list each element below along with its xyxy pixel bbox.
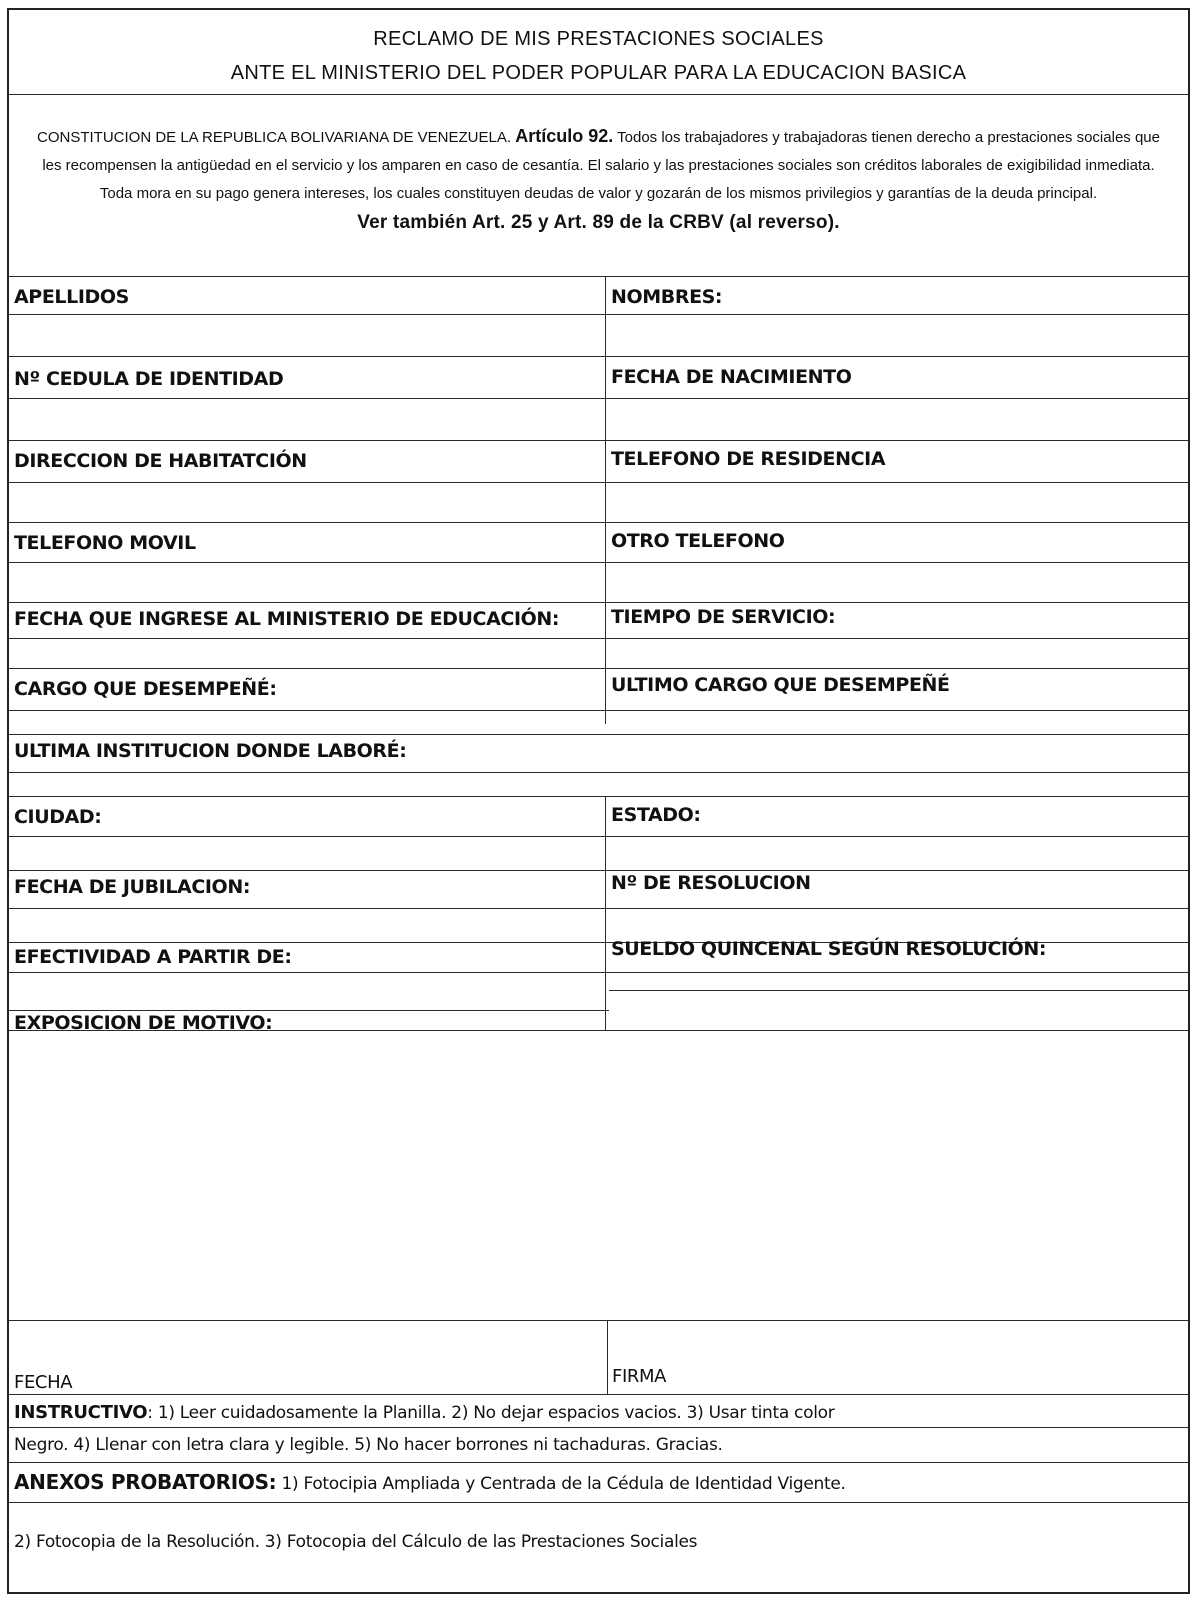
column-divider: [605, 276, 606, 724]
form-title-line1: RECLAMO DE MIS PRESTACIONES SOCIALES: [373, 28, 824, 50]
divider: [9, 638, 1188, 639]
estado-label: ESTADO:: [611, 804, 701, 826]
exposicion-textarea[interactable]: [9, 1032, 1187, 1318]
cedula-label: Nº CEDULA DE IDENTIDAD: [14, 368, 284, 390]
otro-telefono-label: OTRO TELEFONO: [611, 530, 785, 552]
divider: [9, 836, 1188, 837]
nombres-label: NOMBRES:: [611, 286, 723, 308]
tiempo-servicio-input[interactable]: [607, 640, 1187, 666]
divider: [9, 356, 1188, 357]
column-divider: [607, 1320, 608, 1394]
direccion-input[interactable]: [9, 484, 603, 520]
resolucion-input[interactable]: [607, 910, 1187, 940]
anexos-label: ANEXOS PROBATORIOS:: [14, 1470, 277, 1494]
nombres-input[interactable]: [607, 316, 1187, 354]
fecha-ingreso-label: FECHA QUE INGRESE AL MINISTERIO DE EDUCACIÓN:: [14, 608, 560, 630]
telefono-movil-input[interactable]: [9, 564, 603, 600]
anexos-line1: [14, 1470, 846, 1494]
instructivo-line1: [14, 1402, 834, 1423]
otro-telefono-input[interactable]: [607, 564, 1187, 600]
article-number: Artículo 92.: [515, 126, 614, 146]
divider: [9, 1462, 1188, 1463]
instructivo-line2: Negro. 4) Llenar con letra clara y legible. 5) No hacer borrones ni tachaduras. Gracias.: [14, 1435, 723, 1455]
firma-label: FIRMA: [612, 1366, 667, 1387]
divider: [9, 870, 1188, 871]
divider: [9, 398, 1188, 399]
apellidos-input[interactable]: [9, 316, 603, 354]
direccion-label: DIRECCION DE HABITATCIÓN: [14, 450, 307, 472]
ciudad-label: CIUDAD:: [14, 806, 102, 828]
instructivo-label: INSTRUCTIVO: [14, 1402, 148, 1423]
divider: [9, 908, 1188, 909]
divider: [9, 1320, 1188, 1321]
divider: [9, 1394, 1188, 1395]
fecha-jubilacion-label: FECHA DE JUBILACION:: [14, 876, 251, 898]
constitution-paragraph: [31, 122, 1166, 237]
anexos-text-1: 1) Fotocipia Ampliada y Centrada de la Cédula de Identidad Vigente.: [276, 1474, 846, 1494]
apellidos-label: APELLIDOS: [14, 286, 129, 308]
see-also-note: Ver también Art. 25 y Art. 89 de la CRBV (al reverso).: [357, 212, 840, 233]
divider: [9, 1010, 609, 1011]
fecha-nacimiento-input[interactable]: [607, 400, 1187, 438]
divider: [9, 314, 1188, 315]
telefono-movil-label: TELEFONO MOVIL: [14, 532, 196, 554]
anexos-line2: 2) Fotocopia de la Resolución. 3) Fotocopia del Cálculo de las Prestaciones Sociales: [14, 1532, 698, 1552]
telefono-residencia-label: TELEFONO DE RESIDENCIA: [611, 448, 886, 470]
ultima-institucion-label: ULTIMA INSTITUCION DONDE LABORÉ:: [14, 740, 407, 762]
sueldo-input[interactable]: [607, 974, 1187, 988]
constitution-prefix: CONSTITUCION DE LA REPUBLICA BOLIVARIANA DE VENEZUELA.: [37, 129, 512, 146]
exposicion-label: EXPOSICION DE MOTIVO:: [14, 1012, 273, 1034]
divider: [9, 1427, 1188, 1428]
estado-input[interactable]: [607, 838, 1187, 868]
cargo-label: CARGO QUE DESEMPEÑÉ:: [14, 678, 277, 700]
efectividad-label: EFECTIVIDAD A PARTIR DE:: [14, 946, 292, 968]
divider: [9, 972, 1188, 973]
fecha-input[interactable]: [9, 1322, 605, 1366]
ultimo-cargo-label: ULTIMO CARGO QUE DESEMPEÑÉ: [611, 674, 950, 696]
divider: [9, 602, 1188, 603]
divider: [9, 276, 1188, 277]
divider: [9, 668, 1188, 669]
divider: [9, 562, 1188, 563]
column-divider: [605, 796, 606, 1030]
fecha-jubilacion-input[interactable]: [9, 910, 603, 940]
claim-form: [7, 8, 1190, 1594]
ultimo-cargo-input[interactable]: [607, 712, 1187, 732]
divider: [9, 1502, 1188, 1503]
divider: [9, 796, 1188, 797]
divider: [9, 772, 1188, 773]
sueldo-label: SUELDO QUINCENAL SEGÚN RESOLUCIÓN:: [611, 938, 1047, 960]
fecha-ingreso-input[interactable]: [9, 640, 603, 666]
divider: [9, 440, 1188, 441]
article-text: Todos los trabajadores y trabajadoras tienen derecho a prestaciones sociales que les recompensen la antigüedad en el servicio y los amparen en caso de cesantía. El salario y las prestaciones sociales son créditos laborales de exigibilidad inmediata. Toda mora en su pago genera intereses, los cuales constituyen deudas de valor y gozarán de los mismos privilegios y garantías de la deuda principal.: [42, 129, 1160, 202]
form-title-line2: ANTE EL MINISTERIO DEL PODER POPULAR PARA LA EDUCACION BASICA: [230, 62, 967, 84]
resolucion-label: Nº DE RESOLUCION: [611, 872, 811, 894]
cedula-input[interactable]: [9, 400, 603, 438]
instructivo-text-1: : 1) Leer cuidadosamente la Planilla. 2) No dejar espacios vacios. 3) Usar tinta color: [147, 1403, 835, 1423]
fecha-nacimiento-label: FECHA DE NACIMIENTO: [611, 366, 852, 388]
ciudad-input[interactable]: [9, 838, 603, 868]
firma-input[interactable]: [609, 1322, 1187, 1362]
ultima-institucion-input[interactable]: [9, 774, 1187, 794]
divider: [9, 522, 1188, 523]
cargo-input[interactable]: [9, 712, 603, 732]
divider: [609, 990, 1188, 991]
divider: [9, 734, 1188, 735]
tiempo-servicio-label: TIEMPO DE SERVICIO:: [611, 606, 836, 628]
divider: [9, 710, 1188, 711]
divider: [9, 482, 1188, 483]
fecha-label: FECHA: [14, 1372, 73, 1393]
efectividad-input[interactable]: [9, 974, 603, 1008]
divider: [9, 94, 1188, 95]
telefono-residencia-input[interactable]: [607, 484, 1187, 520]
